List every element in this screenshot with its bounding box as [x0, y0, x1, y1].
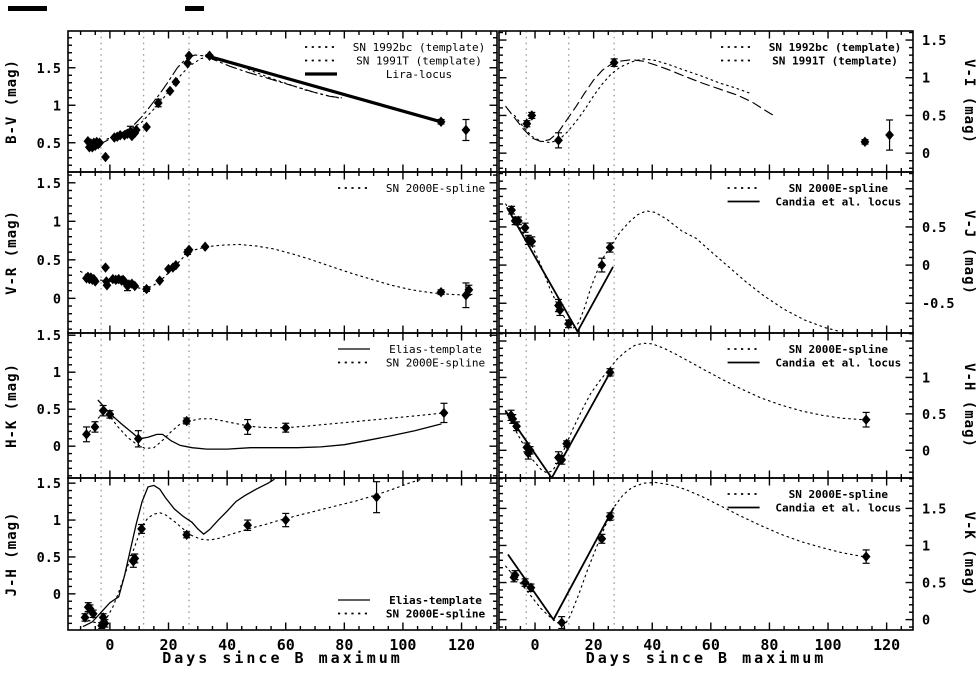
curve-sn-1992bc-template	[107, 57, 339, 140]
panel-J-H	[4, 476, 497, 667]
y-axis-title: B-V (mag)	[4, 59, 20, 144]
legend-label: Candia et al. locus	[775, 501, 902, 515]
curve-sn-1992bc-template	[515, 59, 749, 143]
data-point	[101, 152, 110, 162]
x-tick-label: 80	[760, 636, 779, 654]
y-tick-label: 1	[52, 365, 61, 382]
data-point	[522, 119, 531, 129]
curve-elias-template	[98, 400, 441, 449]
y-tick-label: 1	[52, 513, 61, 530]
y-axis-title: H-K (mag)	[4, 363, 20, 448]
x-tick-label: 60	[701, 636, 720, 654]
data-point	[91, 422, 100, 432]
data-points	[510, 511, 871, 628]
panel-frame	[68, 172, 497, 333]
data-points	[82, 242, 473, 308]
data-point	[372, 492, 381, 502]
panel-plot-area	[81, 478, 421, 631]
y-tick-label: 0.5	[36, 549, 61, 566]
legend	[728, 488, 902, 515]
legend-label: Elias-template	[389, 343, 482, 356]
y-axis-title: V-J (mag)	[961, 210, 977, 295]
data-point	[440, 408, 449, 418]
panel-V-J	[499, 172, 977, 333]
data-point	[185, 51, 194, 61]
y-tick-label: 0.5	[36, 402, 61, 419]
data-point	[142, 284, 151, 294]
y-tick-label: 0	[922, 258, 931, 275]
legend-label: Candia et al. locus	[775, 195, 902, 209]
y-tick-label: 0.5	[36, 135, 61, 152]
y-tick-label: 0.5	[36, 252, 61, 269]
legend	[338, 182, 485, 195]
y-tick-label: 0	[922, 612, 931, 629]
y-tick-label: 1	[52, 98, 61, 115]
data-point	[281, 422, 290, 432]
panel-V-H	[499, 333, 977, 478]
data-point	[243, 520, 252, 530]
curve-sn-2000e-spline	[84, 480, 421, 624]
curve-candia-et-al-locus	[508, 508, 613, 619]
x-tick-label: 20	[584, 636, 603, 654]
crop-artifact	[8, 6, 47, 11]
x-tick-label: 80	[335, 636, 354, 654]
data-point	[243, 422, 252, 432]
y-tick-label: 0	[52, 586, 61, 603]
x-tick-label: 40	[643, 636, 662, 654]
legend-label: SN 1991T (template)	[772, 54, 898, 68]
legend-label: SN 2000E-spline	[788, 488, 888, 501]
legend-label: SN 2000E-spline	[385, 356, 486, 370]
legend-label: SN 2000E-spline	[788, 343, 888, 356]
x-tick-label: 20	[159, 636, 178, 654]
curve-sn-1991t-template	[506, 60, 773, 142]
data-point	[562, 439, 571, 449]
legend	[338, 594, 486, 621]
y-tick-label: -0.5	[922, 296, 955, 313]
curve-sn-2000e-spline	[81, 244, 471, 295]
legend-label: SN 1992bc (template)	[768, 41, 902, 54]
y-tick-label: 1.5	[36, 60, 61, 77]
panel-V-R	[4, 172, 497, 333]
data-point	[182, 416, 191, 426]
y-tick-label: 1.5	[922, 33, 947, 50]
data-point	[597, 260, 606, 270]
panel-H-K	[4, 328, 497, 478]
data-point	[862, 415, 871, 425]
data-point	[554, 135, 563, 145]
y-tick-label: 0.5	[922, 575, 947, 592]
x-axis-title: Days since B maximum	[585, 649, 827, 667]
y-tick-label: 1.5	[36, 328, 61, 345]
y-tick-label: 0	[922, 146, 931, 163]
x-tick-label: 40	[218, 636, 237, 654]
panel-plot-area	[81, 172, 474, 333]
y-axis-title: J-H (mag)	[4, 511, 20, 597]
panel-V-I	[499, 31, 977, 172]
data-point	[527, 110, 536, 120]
y-tick-label: 1	[922, 538, 931, 555]
y-axis-title: V-I (mag)	[961, 59, 977, 144]
data-points	[82, 403, 448, 447]
data-point	[155, 275, 164, 285]
y-tick-label: 0	[922, 443, 931, 460]
y-axis-title: V-R (mag)	[4, 210, 20, 295]
data-point	[521, 223, 530, 233]
legend-label: Lira-locus	[385, 68, 453, 81]
data-point	[183, 58, 192, 68]
data-point	[885, 130, 894, 140]
y-tick-label: 1	[922, 70, 931, 87]
y-tick-label: 0	[52, 291, 61, 308]
legend-label: Elias-template	[389, 594, 482, 607]
data-point	[281, 515, 290, 525]
data-point	[437, 117, 446, 127]
panel-B-V	[4, 31, 497, 172]
y-tick-label: 0.5	[922, 219, 947, 236]
y-tick-label: 0	[52, 439, 61, 456]
data-point	[171, 77, 180, 87]
data-points	[507, 367, 871, 465]
y-tick-label: 1.5	[36, 476, 61, 493]
x-tick-label: 120	[447, 636, 476, 654]
legend-label: Candia et al. locus	[775, 356, 902, 370]
crop-artifact	[185, 6, 204, 11]
legend-label: SN 1991T (template)	[356, 54, 482, 68]
legend-label: SN 2000E-spline	[788, 182, 888, 195]
data-point	[82, 429, 91, 439]
y-tick-label: 1.5	[922, 501, 947, 518]
data-points	[81, 482, 381, 631]
y-axis-title: V-H (mag)	[961, 363, 977, 448]
x-tick-label: 60	[276, 636, 295, 654]
x-tick-label: 0	[530, 636, 540, 654]
data-point	[137, 524, 146, 534]
y-tick-label: 0.5	[922, 406, 947, 423]
legend	[728, 343, 902, 370]
x-tick-label: 0	[105, 636, 115, 654]
legend	[721, 41, 901, 68]
legend-label: SN 2000E-spline	[385, 182, 486, 195]
legend	[305, 41, 485, 81]
data-point	[862, 551, 871, 561]
data-point	[182, 530, 191, 540]
y-axis-title: V-K (mag)	[961, 511, 977, 597]
legend-label: SN 2000E-spline	[385, 607, 486, 621]
y-tick-label: 1	[52, 214, 61, 231]
data-point	[437, 287, 446, 297]
x-axis-title: Days since B maximum	[162, 649, 403, 667]
x-tick-label: 120	[873, 636, 901, 654]
data-point	[201, 242, 210, 252]
axis-ticks	[68, 172, 497, 333]
y-tick-label: 0.5	[922, 108, 947, 125]
y-tick-label: 1	[922, 370, 931, 387]
data-point	[462, 125, 471, 135]
legend	[728, 182, 902, 209]
data-point	[166, 86, 175, 96]
data-points	[507, 205, 614, 329]
legend-label: SN 1992bc (template)	[352, 41, 486, 54]
x-tick-label: 100	[389, 636, 417, 654]
curve-sn-2000e-spline	[506, 204, 840, 332]
data-point	[861, 137, 870, 147]
curve-elias-template	[84, 480, 275, 627]
x-tick-label: 100	[814, 636, 842, 654]
legend	[338, 343, 485, 370]
y-tick-label: 1.5	[36, 175, 61, 192]
data-point	[101, 262, 110, 272]
panel-V-K	[499, 478, 977, 667]
